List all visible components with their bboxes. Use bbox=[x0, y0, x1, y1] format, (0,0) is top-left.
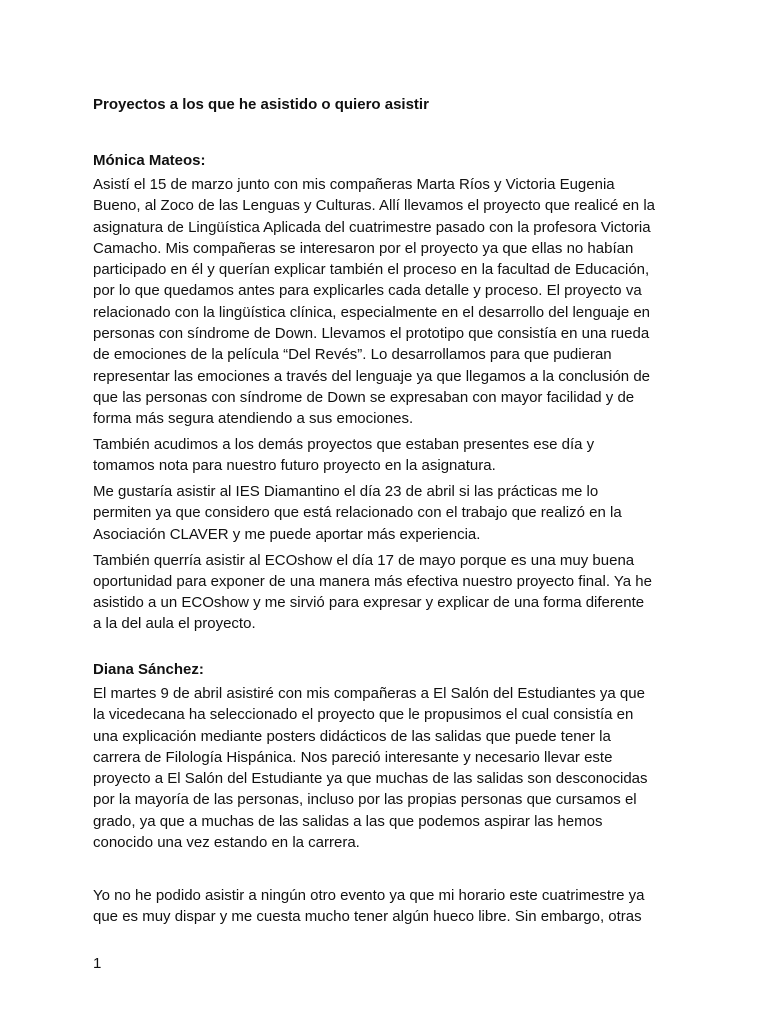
text-line: También querría asistir al ECOshow el día 17 de mayo porque es una muy buena bbox=[93, 551, 635, 569]
text-line: También acudimos a los demás proyectos que estaban presentes ese día y bbox=[93, 436, 595, 454]
text-line: Camacho. Mis compañeras se interesaron por el proyecto ya que ellas no habían bbox=[93, 239, 634, 257]
text-line: carrera de Filología Hispánica. Nos pareció interesante y necesario llevar este bbox=[93, 748, 613, 766]
text-line: representar las emociones a través del lenguaje ya que llegamos a la conclusión de bbox=[93, 367, 650, 385]
paragraph bbox=[93, 550, 683, 635]
text-line: oportunidad para exponer de una manera más efectiva nuestro proyecto final. Ya he bbox=[93, 572, 652, 590]
text-line: Bueno, al Zoco de las Lenguas y Culturas. Allí llevamos el proyecto que realicé en la bbox=[93, 197, 655, 215]
section-heading: Diana Sánchez: bbox=[93, 661, 204, 678]
text-line: que es muy dispar y me cuesta mucho tener algún hueco libre. Sin embargo, otras bbox=[93, 908, 642, 926]
text-line: El martes 9 de abril asistiré con mis compañeras a El Salón del Estudiantes ya que bbox=[93, 685, 645, 702]
text-line: permiten ya que considero que está relacionado con el trabajo que realizó en la bbox=[93, 504, 622, 522]
text-line: Asistí el 15 de marzo junto con mis compañeras Marta Ríos y Victoria Eugenia bbox=[93, 176, 615, 193]
text-line: tomamos nota para nuestro futuro proyecto en la asignatura. bbox=[93, 457, 496, 475]
text-line: proyecto a El Salón del Estudiante ya que muchas de las salidas son desconocidas bbox=[93, 770, 648, 788]
text-line: conocido una vez estando en la carrera. bbox=[93, 834, 360, 852]
text-line: grado, ya que a muchas de las salidas a las que podemos aspirar las hemos bbox=[93, 812, 603, 830]
paragraph bbox=[93, 885, 683, 928]
paragraph bbox=[93, 481, 683, 545]
text-line: por la mayoría de las personas, incluso por las propias personas que cursamos el bbox=[93, 791, 637, 809]
page-content bbox=[93, 94, 683, 926]
page-number: 1 bbox=[93, 955, 102, 972]
text-line: Me gustaría asistir al IES Diamantino el día 23 de abril si las prácticas me lo bbox=[93, 483, 599, 501]
text-line: por lo que quedamos antes para explicarles cada detalle y proceso. El proyecto va bbox=[93, 282, 642, 300]
text-line: participado en él y querían explicar también el proceso en la facultad de Educación, bbox=[93, 261, 650, 279]
text-line: Asociación CLAVER y me puede aportar más experiencia. bbox=[93, 525, 481, 543]
text-line: a la del aula el proyecto. bbox=[93, 615, 256, 633]
text-line: una explicación mediante posters didácticos de las salidas que puede tener la bbox=[93, 727, 611, 745]
text-line: Yo no he podido asistir a ningún otro evento ya que mi horario este cuatrimestre ya bbox=[93, 887, 645, 904]
paragraph bbox=[93, 683, 683, 853]
paragraph bbox=[93, 434, 683, 477]
text-line: asistido a un ECOshow y me sirvió para expresar y explicar de una forma diferente bbox=[93, 594, 645, 612]
text-line: relacionado con la lingüística clínica, especialmente en el desarrollo del lenguaje en bbox=[93, 303, 651, 321]
text-line: la vicedecana ha seleccionado el proyecto que le propusimos el cual consistía en bbox=[93, 706, 634, 724]
text-line: personas con síndrome de Down. Llevamos el prototipo que consistía en una rueda bbox=[93, 325, 650, 343]
text-line: asignatura de Lingüística Aplicada del cuatrimestre pasado con la profesora Victoria bbox=[93, 218, 651, 236]
document-title: Proyectos a los que he asistido o quiero asistir bbox=[93, 96, 429, 113]
section-diana-sanchez bbox=[93, 659, 683, 853]
text-line: forma más segura atendiendo a sus emociones. bbox=[93, 410, 414, 428]
section-monica-mateos bbox=[93, 150, 683, 635]
section-heading: Mónica Mateos: bbox=[93, 152, 206, 169]
paragraph bbox=[93, 174, 683, 430]
text-line: que las personas con síndrome de Down se expresaban con mayor facilidad y de bbox=[93, 388, 635, 406]
closing-paragraph bbox=[93, 885, 683, 928]
text-line: de emociones de la película “Del Revés”. Lo desarrollamos para que pudieran bbox=[93, 346, 612, 364]
